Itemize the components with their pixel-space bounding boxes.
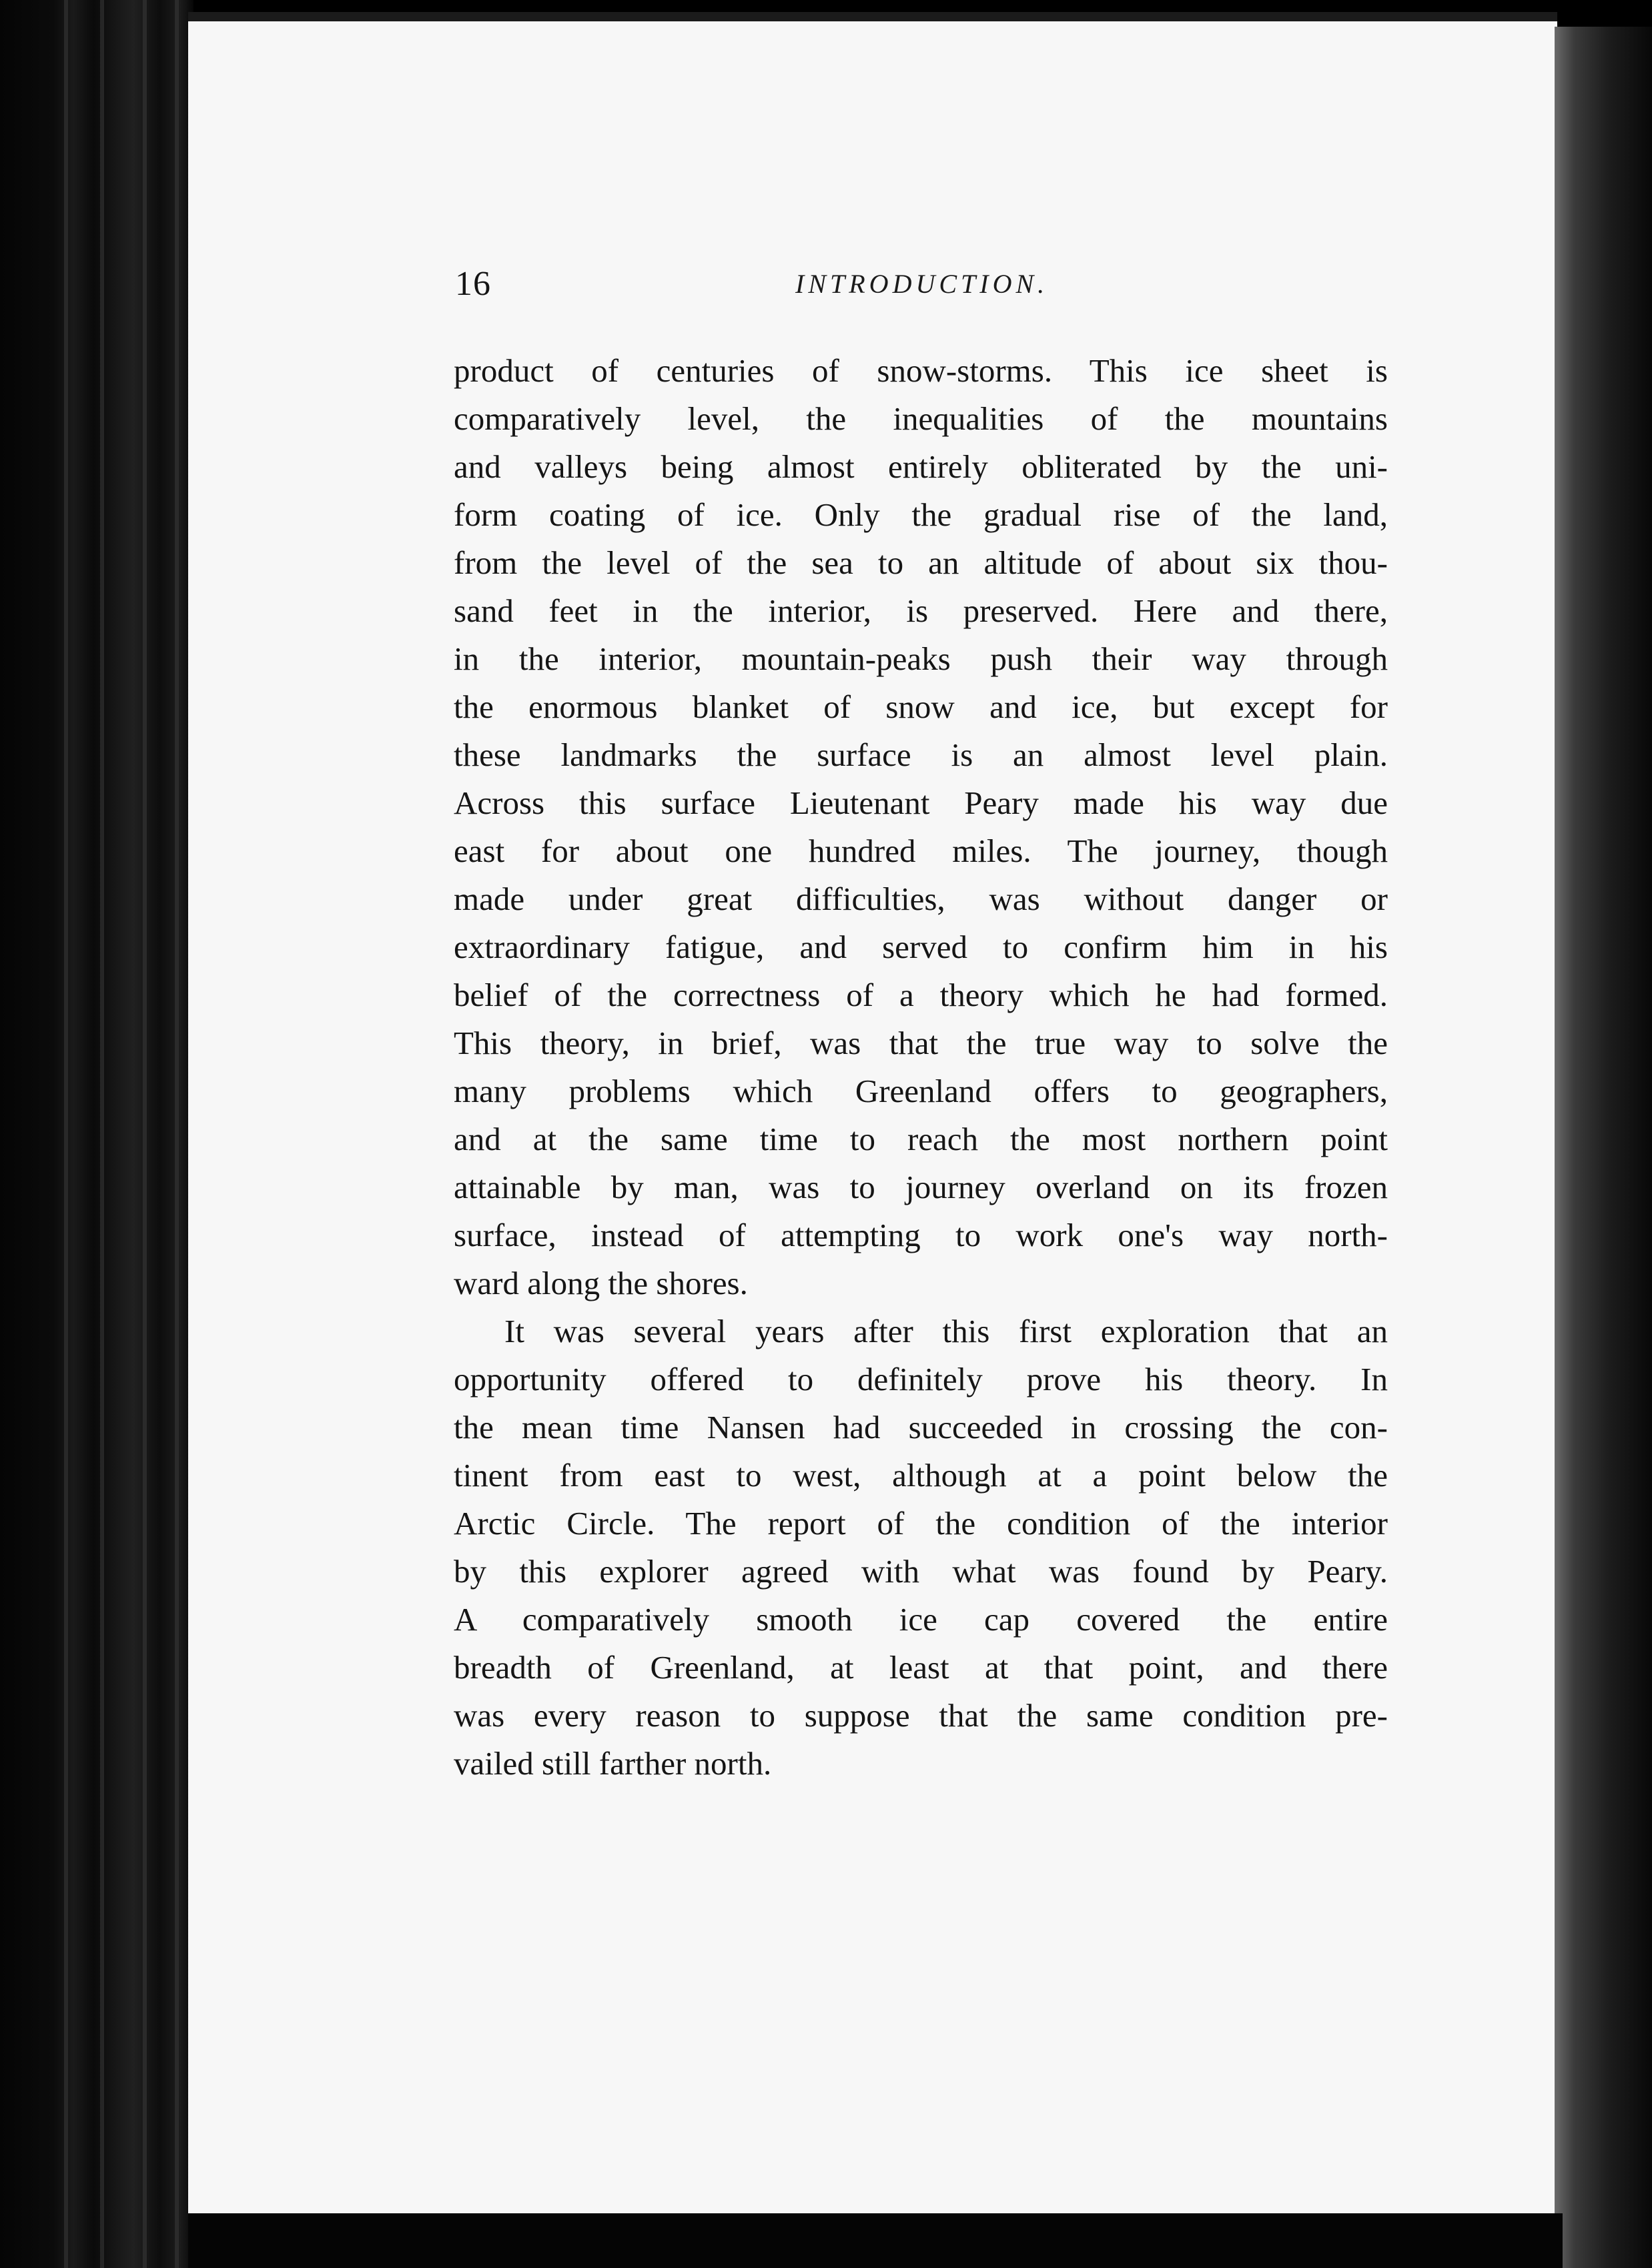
book-right-edge	[1555, 27, 1652, 2268]
spine-line	[64, 0, 68, 2268]
body-text	[454, 347, 1388, 1788]
spine-line	[100, 0, 104, 2268]
paragraph-2	[454, 1307, 1388, 1788]
text-line: sand feet in the interior, is preserved. Here and there,	[454, 592, 1388, 629]
text-line: extraordinary fatigue, and served to confirm him in his	[454, 929, 1388, 965]
text-line: was every reason to suppose that the same condition pre-	[454, 1697, 1388, 1734]
text-line: and valleys being almost entirely obliterated by the uni-	[454, 448, 1388, 485]
text-line: It was several years after this first exploration that an	[504, 1313, 1388, 1349]
text-line: vailed still farther north.	[454, 1745, 772, 1782]
book-spine-edge	[0, 0, 193, 2268]
text-line: surface, instead of attempting to work one's way north-	[454, 1217, 1388, 1253]
text-line: form coating of ice. Only the gradual rise of the land,	[454, 496, 1388, 533]
text-line: comparatively level, the inequalities of the mountains	[454, 400, 1388, 437]
running-head-title: INTRODUCTION.	[795, 269, 1049, 299]
text-line: and at the same time to reach the most northern point	[454, 1121, 1388, 1157]
spine-line	[175, 0, 179, 2268]
text-line: product of centuries of snow-storms. This ice sheet is	[454, 352, 1388, 389]
paragraph-1	[454, 347, 1388, 1307]
text-line: breadth of Greenland, at least at that point, and there	[454, 1649, 1388, 1686]
text-line: in the interior, mountain-peaks push their way through	[454, 640, 1388, 677]
text-line: many problems which Greenland offers to geographers,	[454, 1073, 1388, 1109]
book-bottom-edge	[188, 2213, 1563, 2268]
text-line: east for about one hundred miles. The journey, though	[454, 832, 1388, 869]
text-line: Arctic Circle. The report of the condition of the interior	[454, 1505, 1388, 1542]
text-line: the enormous blanket of snow and ice, but except for	[454, 688, 1388, 725]
text-line: Across this surface Lieutenant Peary made his way due	[454, 784, 1388, 821]
running-head	[455, 264, 1129, 311]
text-line: by this explorer agreed with what was found by Peary.	[454, 1553, 1388, 1590]
text-line: This theory, in brief, was that the true way to solve the	[454, 1025, 1388, 1061]
text-line: opportunity offered to definitely prove his theory. In	[454, 1361, 1388, 1397]
text-line: attainable by man, was to journey overland on its frozen	[454, 1169, 1388, 1205]
text-line: from the level of the sea to an altitude of about six thou-	[454, 544, 1388, 581]
text-line: these landmarks the surface is an almost level plain.	[454, 736, 1388, 773]
text-line: tinent from east to west, although at a point below the	[454, 1457, 1388, 1494]
text-line: the mean time Nansen had succeeded in crossing the con-	[454, 1409, 1388, 1446]
page-number: 16	[455, 265, 491, 303]
text-line: A comparatively smooth ice cap covered the entire	[454, 1601, 1388, 1638]
text-line: made under great difficulties, was without danger or	[454, 881, 1388, 917]
text-line: ward along the shores.	[454, 1265, 748, 1301]
spine-line	[143, 0, 147, 2268]
text-line: belief of the correctness of a theory which he had formed.	[454, 977, 1388, 1013]
